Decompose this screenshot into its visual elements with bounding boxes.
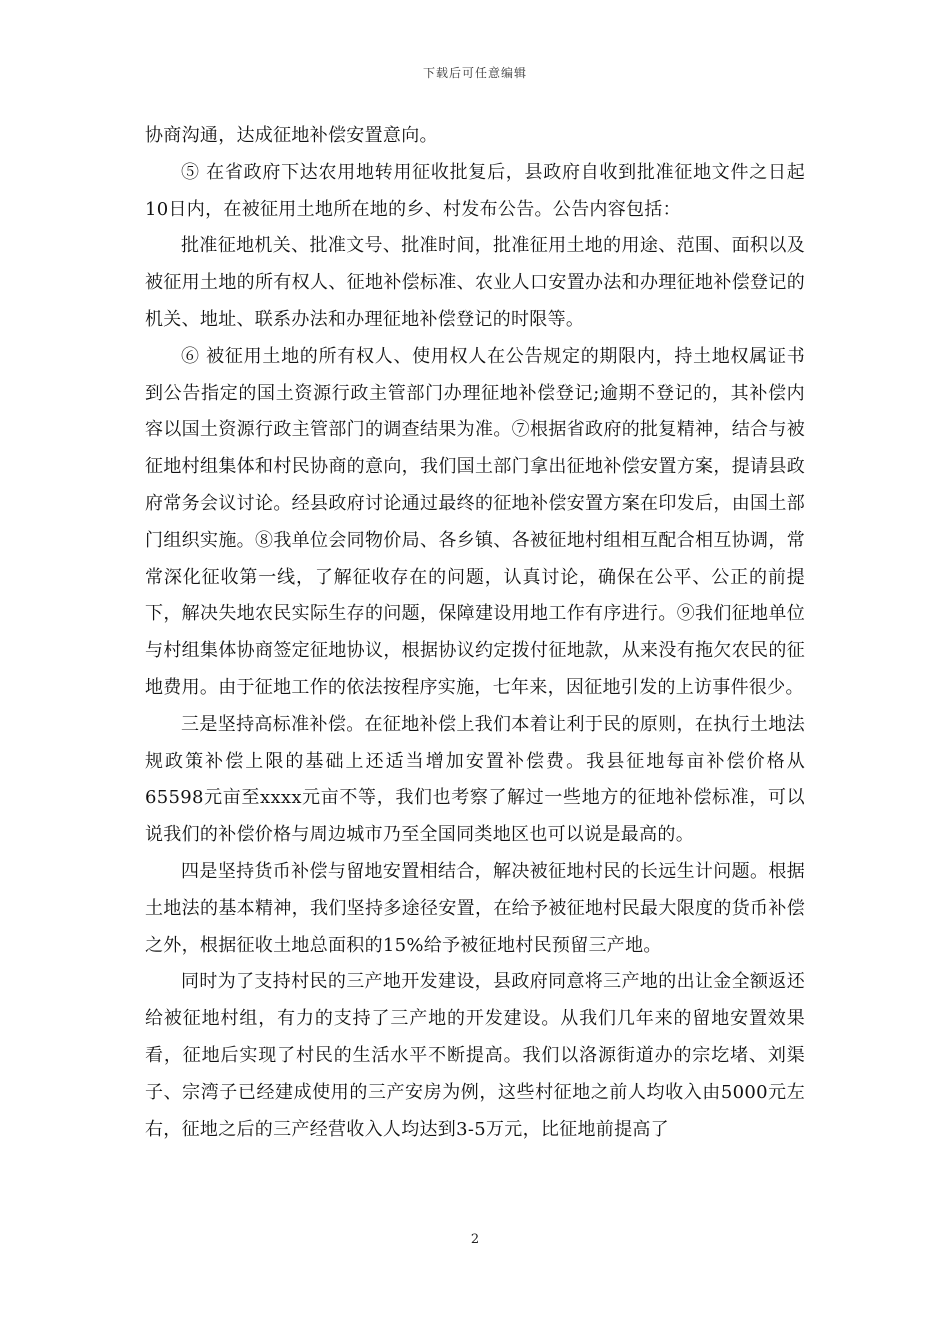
- paragraph-3: 批准征地机关、批准文号、批准时间，批准征用土地的用途、范围、面积以及被征用土地的所有权人、征地补偿标准、农业人口安置办法和办理征地补偿登记的机关、地址、联系办法和办理征地补偿登记的时限等。: [145, 235, 805, 330]
- paragraph-7: 同时为了支持村民的三产地开发建设，县政府同意将三产地的出让金全额返还给被征地村组，有力的支持了三产地的开发建设。从我们几年来的留地安置效果看，征地后实现了村民的生活水平不断提高。我们以洛源街道办的宗圪堵、刘渠子、宗湾子已经建成使用的三产安房为例，这些村征地之前人均收入由5000元左右，征地之后的三产经营收入人均达到3-5万元，比征地前提高了: [145, 971, 805, 1140]
- paragraph-2: ⑤ 在省政府下达农用地转用征收批复后，县政府自收到批准征地文件之日起10日内，在被征用土地所在地的乡、村发布公告。公告内容包括：: [145, 161, 805, 220]
- paragraph-4: ⑥ 被征用土地的所有权人、使用权人在公告规定的期限内，持土地权属证书到公告指定的国土资源行政主管部门办理征地补偿登记;逾期不登记的，其补偿内容以国土资源行政主管部门的调查结果为准。⑦根据省政府的批复精神，结合与被征地村组集体和村民协商的意向，我们国土部门拿出征地补偿安置方案，提请县政府常务会议讨论。经县政府讨论通过最终的征地补偿安置方案在印发后，由国土部门组织实施。⑧我单位会同物价局、各乡镇、各被征地村组相互配合相互协调，常常深化征收第一线，了解征收存在的问题，认真讨论，确保在公平、公正的前提下，解决失地农民实际生存的问题，保障建设用地工作有序进行。⑨我们征地单位与村组集体协商签定征地协议，根据协议约定拨付征地款，从来没有拖欠农民的征地费用。由于征地工作的依法按程序实施，七年来，因征地引发的上访事件很少。: [145, 345, 805, 698]
- paragraph-6: 四是坚持货币补偿与留地安置相结合，解决被征地村民的长远生计问题。根据土地法的基本精神，我们坚持多途径安置，在给予被征地村民最大限度的货币补偿之外，根据征收土地总面积的15%给予被征地村民预留三产地。: [145, 860, 805, 956]
- paragraph-1: 协商沟通，达成征地补偿安置意向。: [145, 125, 438, 146]
- page-number: 2: [470, 1232, 480, 1247]
- page-header: 下载后可任意编辑: [422, 66, 527, 80]
- paragraph-5: 三是坚持高标准补偿。在征地补偿上我们本着让利于民的原则，在执行土地法规政策补偿上限的基础上还适当增加安置补偿费。我县征地每亩补偿价格从65598元亩至xxxx元亩不等，我们也考察了解过一些地方的征地补偿标准，可以说我们的补偿价格与周边城市乃至全国同类地区也可以说是最高的。: [145, 713, 805, 846]
- document-body: [145, 118, 805, 1148]
